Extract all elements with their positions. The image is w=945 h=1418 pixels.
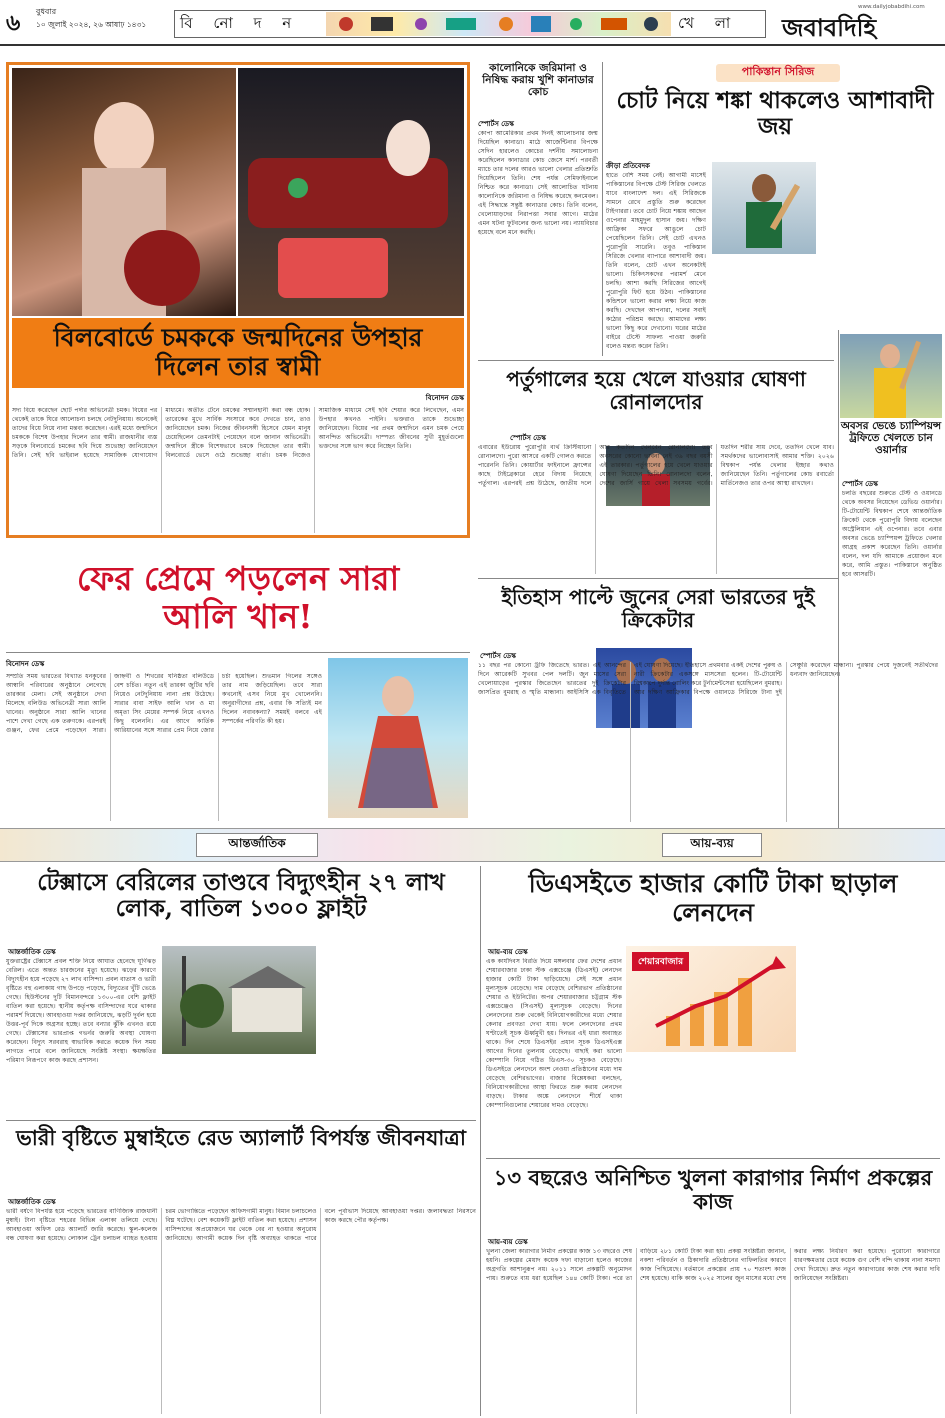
story-chomok-credit: বিনোদন ডেস্ক bbox=[425, 394, 464, 402]
story-texas-body-wrap bbox=[6, 958, 476, 1116]
divider bbox=[6, 652, 470, 653]
story-dse-credit: আয়-ব্যয় ডেস্ক bbox=[488, 948, 528, 956]
story-khulna-headline: ১৩ বছরেও অনিশ্চিত খুলনা কারাগার নির্মাণ প্রকল্পের কাজ bbox=[493, 1165, 933, 1215]
story-warner-headline: অবসর ভেঙে চ্যাম্পিয়ন্স ট্রফিতে খেলতে চান ওয়ার্নার bbox=[840, 420, 942, 457]
story-chomok-headline: বিলবোর্ডে চমককে জন্মদিনের উপহার দিলেন তার স্বামী bbox=[12, 318, 464, 388]
chomok-photo-right bbox=[238, 68, 464, 316]
story-joy-kicker: পাকিস্তান সিরিজ bbox=[741, 65, 815, 78]
chomok-photo-left bbox=[12, 68, 236, 316]
story-chomok-body-wrap bbox=[12, 392, 464, 532]
story-texas-credit: আন্তর্জাতিক ডেস্ক bbox=[8, 948, 56, 956]
warner-photo bbox=[840, 334, 942, 418]
stock-market-label: শেয়ারবাজার bbox=[632, 952, 689, 971]
story-sara-credit: বিনোদন ডেস্ক bbox=[6, 660, 45, 668]
divider bbox=[478, 578, 838, 579]
story-dse-body: এক কার্যদিবস বিরতি দিয়ে মঙ্গলবার ফের দেশের প্রধান শেয়ারবাজার ঢাকা স্টক এক্সচেঞ্জে (ডিএসই) লেনদেন হাজার কোটি টাকা ছাড়িয়েছে। সেই সঙ্গে প্রধান মূল্যসূচক বেড়েছে। দাম বেড়েছে বেশিরভাগ প্রতিষ্ঠানের শেয়ার ও ইউনিটের। অপর শেয়ারবাজার চট্টগ্রাম স্টক এক্সচেঞ্জেও (সিএসই) মূল্যসূচক বেড়েছে। দিনের লেনদেনের শুরু থেকেই বিনিয়োগকারীদের মধ্যে শেয়ার কেনার প্রবণতা দেখা যায়। ফলে লেনদেনের প্রথম ঘণ্টাতেই সূচক ঊর্ধ্বমুখী হয়। দিনভর এই ধারা অব্যাহত থাকে। দিন শেষে ডিএসইর প্রধান সূচক ডিএসইএক্স আগের দিনের তুলনায় বেড়েছে। বাছাই করা ভালো কোম্পানি নিয়ে গঠিত ডিএস-৩০ সূচকও বেড়েছে। ডিএসইতে লেনদেনে অংশ নেওয়া প্রতিষ্ঠানের মধ্যে দাম বেড়েছে বেশিরভাগের। বাজার বিশ্লেষকরা বলছেন, বিনিয়োগকারীদের আস্থা ফিরতে শুরু করায় লেনদেন বাড়ছে। টাকার অঙ্কে লেনদেনে শীর্ষে থাকা কোম্পানিগুলোর শেয়ারের দামও বেড়েছে। bbox=[486, 958, 622, 1109]
story-canada-credit: স্পোর্টস ডেস্ক bbox=[478, 120, 514, 128]
section-title-sports: খে লা bbox=[678, 14, 739, 32]
divider bbox=[478, 360, 834, 361]
story-joy-body: হাতে বেশি সময় নেই। আগামী মাসেই পাকিস্তানের বিপক্ষে টেস্ট সিরিজ খেলতে যাবে বাংলাদেশ দল। এই সিরিজকে সামনে রেখে প্রস্তুতি শুরু করেছেন টাইগাররা। তবে চোট নিয়ে শঙ্কায় আছেন ওপেনার মাহমুদুল হাসান জয়। দক্ষিণ আফ্রিকা সফরে আঙুলে চোট পেয়েছিলেন তিনি। সেই চোট এখনও পুরোপুরি সারেনি। তবুও পাকিস্তান সিরিজে খেলার ব্যাপারে আশাবাদী জয়। তিনি বলেন, চোট এখন অনেকটাই ভালো। চিকিৎসকদের পরামর্শ মেনে চলছি। আশা করছি সিরিজের আগেই পুরোপুরি ফিট হয়ে উঠব। পাকিস্তানের কন্ডিশনে ভালো করার লক্ষ্য নিয়ে কাজ করছি। দেখছেন আপনারা, দলের সবাই কঠোর পরিশ্রম করছে। আমাদের লক্ষ্য ভালো কিছু করে দেখানো। ঘরের মাঠের বাইরে টেস্টে সাফল্য পাওয়া জরুরি বলেও মন্তব্য করেন তিনি। bbox=[606, 172, 706, 350]
car-cake-image bbox=[238, 68, 464, 316]
sara-photo bbox=[328, 658, 468, 818]
page-number: ৬ bbox=[6, 10, 21, 36]
section-title-international: আন্তর্জাতিক bbox=[228, 836, 286, 850]
story-india-credit: স্পোর্টস ডেস্ক bbox=[480, 652, 516, 660]
story-dse-headline: ডিএসইতে হাজার কোটি টাকা ছাড়াল লেনদেন bbox=[528, 869, 898, 927]
story-sara-headline: ফের প্রেমে পড়লেন সারা আলি খান! bbox=[76, 559, 400, 636]
website-url: www.dailyjobabdihi.com bbox=[858, 4, 925, 10]
woman-bouquet-image bbox=[12, 68, 236, 316]
decoration-icons bbox=[326, 12, 671, 36]
story-ronaldo-body: এবারের ইউরোয় পুরোপুরি ব্যর্থ ক্রিস্টিয়ানো রোনালদো। পুরো আসরে একটি গোলও করতে পারেননি তিনি। কোয়ার্টার ফাইনালে ফ্রান্সের কাছে টাইব্রেকারে হেরে বিদায় নিয়েছে পর্তুগাল। এরপরই প্রশ্ন উঠেছে, জাতীয় দলে আর কতদিন খেলবেন রোনালদো। তবে অবসরের কোনো ভাবনা নেই ৩৯ বছর বয়সী এই তারকার। পর্তুগালের হয়ে খেলে যাওয়ার ঘোষণা দিয়েছেন তিনি। রোনালদো বলেন, দেশের জার্সি গায়ে খেলা সবসময় গর্বের। যতদিন শরীর সায় দেবে, ততদিন খেলে যাব। সমর্থকদের ভালোবাসাই আমার শক্তি। ২০২৬ বিশ্বকাপ পর্যন্ত খেলার ইচ্ছার কথাও জানিয়েছেন তিনি। পর্তুগালের কোচ রবার্তো মার্তিনেজও তার ওপর আস্থা রাখছেন। bbox=[478, 444, 834, 487]
story-india-headline: ইতিহাস পাল্টে জুনের সেরা ভারতের দুই ক্রিকেটার bbox=[501, 585, 815, 632]
section-title-economy: আয়-ব্যয় bbox=[690, 836, 734, 850]
story-texas-body: যুক্তরাষ্ট্রের টেক্সাসে প্রবল শক্তি নিয়ে আঘাত হেনেছে ঘূর্ণিঝড় বেরিল। এতে অন্তত চারজনের মৃত্যু হয়েছে। ঝড়ের কারণে বিদ্যুৎহীন হয়ে পড়েছে ২৭ লাখ বাসিন্দা। প্রবল বাতাস ও ভারী বৃষ্টিতে বহু এলাকায় গাছ উপড়ে পড়েছে, বিদ্যুতের খুঁটি ভেঙে গেছে। হিউস্টনের দুটি বিমানবন্দরে ১৩০০-এর বেশি ফ্লাইট বাতিল করা হয়েছে। স্থানীয় কর্তৃপক্ষ বাসিন্দাদের ঘরে থাকার পরামর্শ দিয়েছে। আবহাওয়া দপ্তর জানিয়েছে, ঝড়টি দুর্বল হয়ে উত্তর-পূর্ব দিকে অগ্রসর হচ্ছে। তবে বন্যার ঝুঁকি এখনও রয়ে গেছে। টেক্সাসের ভারপ্রাপ্ত গভর্নর জরুরি অবস্থা ঘোষণা করেছেন। বিদ্যুৎ সরবরাহ স্বাভাবিক করতে কয়েক দিন সময় লাগতে পারে বলে জানিয়েছে সংশ্লিষ্ট সংস্থা। ক্ষয়ক্ষতির পরিমাণ নিরূপণে কাজ করছে প্রশাসন। bbox=[6, 958, 156, 1064]
story-khulna-body: খুলনা জেলা কারাগার নির্মাণ প্রকল্পের কাজ ১৩ বছরেও শেষ হয়নি। প্রকল্পের মেয়াদ কয়েক দফা বাড়ানো হলেও কাজের অগ্রগতি আশানুরূপ নয়। ২০১১ সালে প্রকল্পটি অনুমোদন পায়। শুরুতে ব্যয় ধরা হয়েছিল ১৪৪ কোটি টাকা। পরে তা বাড়িয়ে ২৮১ কোটি টাকা করা হয়। প্রকল্প সংশ্লিষ্টরা জানান, নকশা পরিবর্তন ও ঠিকাদারি প্রতিষ্ঠানের গাফিলতির কারণে কাজ পিছিয়েছে। বর্তমানে প্রকল্পের প্রায় ৭০ শতাংশ কাজ শেষ হয়েছে। বাকি কাজ ২০২৫ সালের জুন মাসের মধ্যে শেষ করার লক্ষ্য নির্ধারণ করা হয়েছে। পুরোনো কারাগারে ধারণক্ষমতার চেয়ে কয়েক গুণ বেশি বন্দি থাকায় নানা সমস্যা দেখা দিয়েছে। দ্রুত নতুন কারাগারের কাজ শেষ করার দাবি জানিয়েছেন সংশ্লিষ্টরা। bbox=[486, 1248, 940, 1282]
date-full: ১০ জুলাই ২০২৪, ২৬ আষাঢ় ১৪৩১ bbox=[36, 20, 147, 29]
story-ronaldo-headline: পর্তুগালের হয়ে খেলে যাওয়ার ঘোষণা রোনালদোর bbox=[506, 367, 806, 414]
section-title-entertainment: বি নো দ ন bbox=[180, 14, 300, 32]
story-texas-headline: টেক্সাসে বেরিলের তাণ্ডবে বিদ্যুৎহীন ২৭ লাখ লোক, বাতিল ১৩০০ ফ্লাইট bbox=[37, 869, 445, 923]
story-warner-body: চলতি বছরের শুরুতে টেস্ট ও ওয়ানডে থেকে অবসর নিয়েছেন ডেভিড ওয়ার্নার। টি-টোয়েন্টি বিশ্বকাপ শেষে আন্তর্জাতিক ক্রিকেট থেকে পুরোপুরি বিদায় বলেছেন অস্ট্রেলিয়ান এই ওপেনার। তবে এবার অবসর ভেঙে চ্যাম্পিয়ন্স ট্রফিতে খেলার আগ্রহ প্রকাশ করেছেন তিনি। ওয়ার্নার বলেন, দল যদি আমাকে প্রয়োজন মনে করে, আমি প্রস্তুত। পাকিস্তানে অনুষ্ঠিত হবে আসরটি। bbox=[842, 490, 942, 578]
story-sara-body: সম্প্রতি সময় ভারতের বিখ্যাত ধনকুবের আম্বানি পরিবারের অনুষ্ঠানে লেগেছে তারকার মেলা। সেই অনুষ্ঠানে দেখা মিলেছে বলিউড অভিনেত্রী সারা আলি খানের। অনুষ্ঠানে সারা আলি খানের পাশে দেখা গেছে এক তরুণকে। এরপরই গুঞ্জন, ফের প্রেমে পড়েছেন সারা। জাহ্নবী ও শিখরের ঘনিষ্ঠতা বলিউডে বেশ চর্চিত। নতুন এই তারকা জুটির ছবি নিয়েও নেটদুনিয়ায় নানা প্রশ্ন উঠেছে। সারার বাবা সাইফ আলি খান ও মা অমৃতা সিং মেয়ের সম্পর্ক নিয়ে এখনও কিছু বলেননি। এর আগে কার্তিক আরিয়ানের সঙ্গে সারার প্রেম নিয়ে জোর চর্চা হয়েছিল। শুভমান গিলের সঙ্গেও তার নাম জড়িয়েছিল। তবে সারা কখনোই এসব নিয়ে মুখ খোলেননি। অনুরাগীদের প্রশ্ন, এবার কি সত্যিই মন দিলেন নবাবকন্যা? সময়ই বলবে এই সম্পর্কের পরিণতি কী হয়। bbox=[6, 673, 322, 734]
warner-image bbox=[840, 334, 942, 418]
sara-beach-image bbox=[328, 658, 468, 818]
story-mumbai-headline: ভারী বৃষ্টিতে মুম্বাইতে রেড অ্যালার্ট বিপর্যস্ত জীবনযাত্রা bbox=[16, 1125, 466, 1150]
story-ronaldo-credit: স্পোর্টস ডেস্ক bbox=[510, 434, 546, 442]
section-decoration-strip bbox=[326, 12, 671, 36]
story-joy-headline: চোট নিয়ে শঙ্কা থাকলেও আশাবাদী জয় bbox=[616, 87, 934, 141]
story-india-body: ১১ বছর পর কোনো ট্রফি জিতেছে ভারত। এই আনন্দের দিনে আরেকটি সুখবর পেল দলটি। জুন মাসের সেরা খেলোয়াড়ের পুরস্কার জিতেছেন ভারতের দুই ক্রিকেটার জাসপ্রিত বুমরাহ ও স্মৃতি মান্ধানা। আইসিসি এক বিবৃতিতে এই ঘোষণা দিয়েছে। ইতিহাসে প্রথমবার একই দেশের পুরুষ ও নারী ক্রিকেটার একসঙ্গে মাসসেরা হলেন। টি-টোয়েন্টি বিশ্বকাপে দুর্দান্ত বোলিং করে টুর্নামেন্টসেরা হয়েছিলেন বুমরাহ। আর দক্ষিণ আফ্রিকার বিপক্ষে ওয়ানডে সিরিজে টানা দুই সেঞ্চুরি করেছেন মান্ধানা। পুরস্কার পেয়ে দুজনেই সতীর্থদের ধন্যবাদ জানিয়েছেন। bbox=[478, 662, 938, 696]
story-canada-headline: কালোনিকে জরিমানা ও নিষিদ্ধ করায় খুশি কানাডার কোচ bbox=[482, 62, 594, 99]
story-dse-body-wrap bbox=[486, 958, 940, 1154]
section-band bbox=[0, 828, 945, 862]
story-khulna-credit: আয়-ব্যয় ডেস্ক bbox=[488, 1238, 528, 1246]
story-joy-credit: ক্রীড়া প্রতিবেদক bbox=[606, 162, 650, 170]
divider bbox=[486, 1158, 940, 1159]
story-warner-credit: স্পোর্টস ডেস্ক bbox=[842, 480, 878, 488]
story-joy-body-left bbox=[606, 172, 942, 354]
newspaper-logo: জবাবদিহি bbox=[782, 13, 877, 42]
story-mumbai-body: ভারী বর্ষণে বিপর্যস্ত হয়ে পড়েছে ভারতের বাণিজ্যিক রাজধানী মুম্বাই। টানা বৃষ্টিতে শহরের বিভিন্ন এলাকা তলিয়ে গেছে। আবহাওয়া অফিস রেড অ্যালার্ট জারি করেছে। স্কুল-কলেজ বন্ধ ঘোষণা করা হয়েছে। লোকাল ট্রেন চলাচল ব্যাহত হওয়ায় চরম ভোগান্তিতে পড়েছেন অফিসগামী মানুষ। বিমান চলাচলেও বিঘ্ন ঘটেছে। বেশ কয়েকটি ফ্লাইট বাতিল করা হয়েছে। প্রশাসন বাসিন্দাদের অপ্রয়োজনে ঘর থেকে বের না হওয়ার অনুরোধ জানিয়েছে। আগামী কয়েক দিন বৃষ্টি অব্যাহত থাকতে পারে বলে পূর্বাভাস দিয়েছে আবহাওয়া দপ্তর। জলাবদ্ধতা নিরসনে কাজ করছে পৌর কর্তৃপক্ষ। bbox=[6, 1208, 476, 1242]
story-mumbai-credit: আন্তর্জাতিক ডেস্ক bbox=[8, 1198, 56, 1206]
divider bbox=[6, 1120, 476, 1121]
date-day: বুধবার bbox=[36, 7, 57, 16]
divider bbox=[480, 866, 481, 1416]
divider bbox=[602, 62, 603, 356]
story-canada-body: কোপা আমেরিকার প্রথম দিনই আলোচনার জন্ম দিয়েছিল কানাডা। মাঠে আর্জেন্টিনার বিপক্ষে সেদিন হারলেও কোচের দর্শনীয় সমালোচনা করেছিলেন কানাডার কোচ জেসে মার্শ। পরবর্তী ম্যাচে তার দলের আরও ভালো খেলার প্রতিশ্রুতি দিয়েছিলেন তিনি। শেষ পর্যন্ত সেমিফাইনালে নিশ্চিত করে কানাডা। সেই আলোচিত ঘটনায় কালোনিকে জরিমানা ও নিষিদ্ধ করেছে কনমেবল। এই সিদ্ধান্তে সন্তুষ্ট কানাডার কোচ। তিনি বলেন, খেলোয়াড়দের নিরাপত্তা সবার আগে। মাঠের এমন ঘটনা ফুটবলের জন্য ভালো নয়। ন্যায়বিচার হয়েছে বলে মনে করছি। bbox=[478, 130, 598, 236]
story-chomok-body: সদ্য বিয়ে করেছেন ছোট পর্দার অভিনেত্রী চমক। বিয়ের পর থেকেই তাকে ঘিরে আলোচনা চলছে নেটদুনিয়ায়। অনেকেই তাদের বিয়ে নিয়ে নানা মন্তব্য করেছেন। এরই মধ্যে জন্মদিনে চমককে বিশেষ উপহার দিলেন তার স্বামী। রাজধানীর ব্যস্ত সড়কে বিলবোর্ডে চমকের ছবি দিয়ে শুভেচ্ছা জানিয়েছেন তিনি। সেই ছবি ভাইরাল হয়েছে সামাজিক যোগাযোগ মাধ্যমে। অতীত টেনে চমকের সম্মানহানী করা বন্ধ হোক। তারেকের মুখে সার্বিক সংসারে কবে দেখতে চান, তাও জানিয়েছেন চমক। নিজের জীবনসঙ্গী হিসেবে যেমন মানুষ চেয়েছিলেন তেমনটাই পেয়েছেন বলে জানান অভিনেত্রী। জন্মদিনে স্ত্রীকে বিশেষভাবে চমকে দিয়েছেন তার স্বামী। বিলবোর্ডে ভেসে ওঠে শুভেচ্ছা বার্তা। চমক নিজেও সামাজিক মাধ্যমে সেই ছবি শেয়ার করে লিখেছেন, এমন উপহার কখনও পাইনি। ভক্তরাও তাকে শুভেচ্ছা জানিয়েছেন। বিয়ের পর প্রথম জন্মদিনে এমন চমক পেয়ে আনন্দিত অভিনেত্রী। দাম্পত্য জীবনের সুখী মুহূর্তগুলো ভক্তদের সঙ্গে ভাগ করে নিচ্ছেন তিনি। bbox=[12, 407, 464, 459]
